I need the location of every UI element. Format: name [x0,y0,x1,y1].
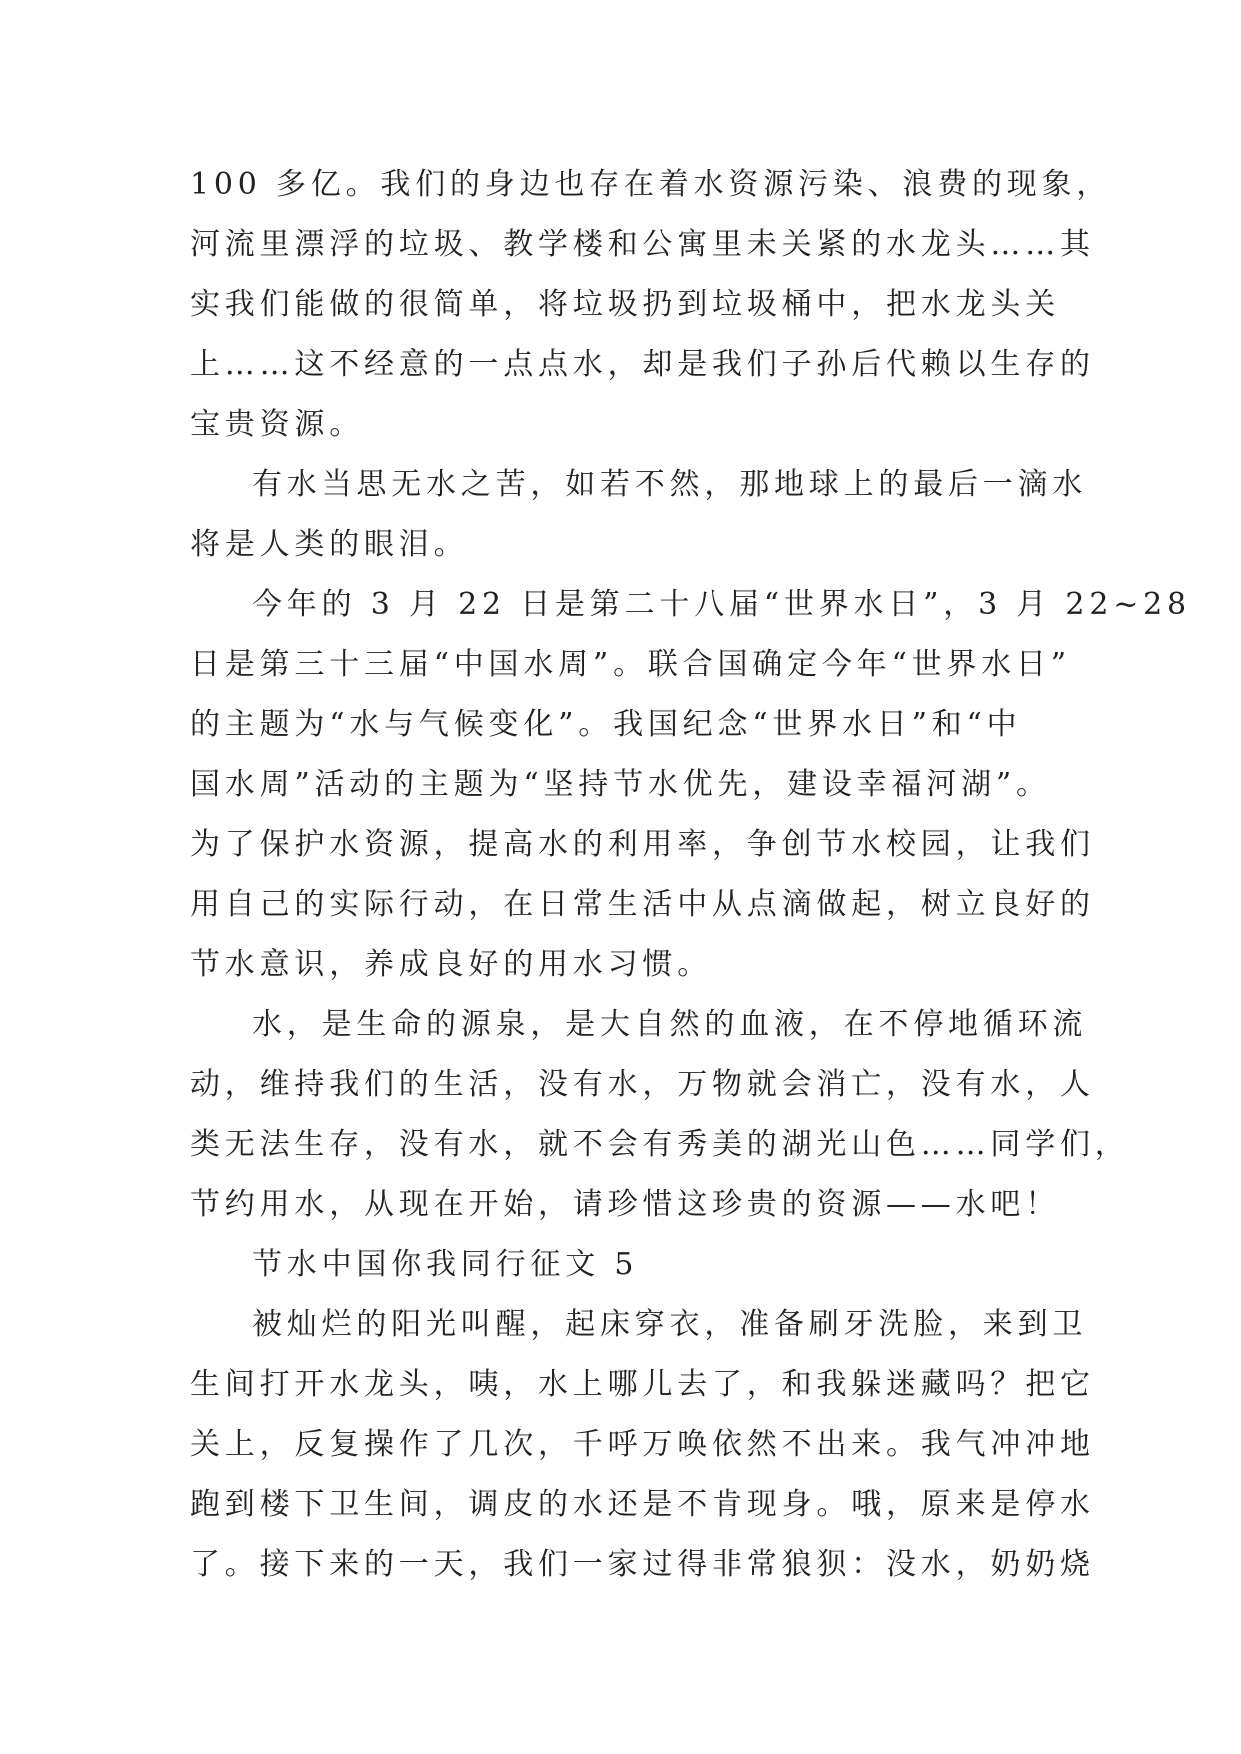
text-line: 跑到楼下卫生间，调皮的水还是不肯现身。哦，原来是停水 [190,1487,1095,1522]
text-line: 的主题为“水与气候变化”。我国纪念“世界水日”和“中 [190,707,1022,742]
text-line: 实我们能做的很简单，将垃圾扔到垃圾桶中，把水龙头关 [190,287,1060,322]
text-line: 宝贵资源。 [190,407,364,442]
text-line: 日是第三十三届“中国水周”。联合国确定今年“世界水日” [190,647,1071,682]
paragraph-start-line: 今年的 3 月 22 日是第二十八届“世界水日”，3 月 22~28 [252,587,1191,622]
text-line: 用自己的实际行动，在日常生活中从点滴做起，树立良好的 [190,887,1095,922]
text-line: 上……这不经意的一点点水，却是我们子孙后代赖以生存的 [190,347,1095,382]
text-line: 了。接下来的一天，我们一家过得非常狼狈：没水，奶奶烧 [190,1547,1095,1582]
paragraph-start-line: 水，是生命的源泉，是大自然的血液，在不停地循环流 [252,1007,1088,1042]
paragraph-start-line: 被灿烂的阳光叫醒，起床穿衣，准备刷牙洗脸，来到卫 [252,1307,1088,1342]
text-line: 节水意识，养成良好的用水习惯。 [190,947,712,982]
text-line: 为了保护水资源，提高水的利用率，争创节水校园，让我们 [190,827,1095,862]
text-line: 动，维持我们的生活，没有水，万物就会消亡，没有水，人 [190,1067,1095,1102]
document-page [190,155,1191,1595]
section-heading: 节水中国你我同行征文 5 [252,1247,639,1282]
paragraph-start-line: 有水当思无水之苦，如若不然，那地球上的最后一滴水 [252,467,1088,502]
text-line: 关上，反复操作了几次，千呼万唤依然不出来。我气冲冲地 [190,1427,1095,1462]
text-line: 节约用水，从现在开始，请珍惜这珍贵的资源——水吧！ [190,1187,1060,1222]
text-line: 100 多亿。我们的身边也存在着水资源污染、浪费的现象， [190,167,1112,202]
text-line: 河流里漂浮的垃圾、教学楼和公寓里未关紧的水龙头……其 [190,227,1095,262]
text-line: 生间打开水龙头，咦，水上哪儿去了，和我躲迷藏吗？把它 [190,1367,1095,1402]
text-line: 国水周”活动的主题为“坚持节水优先，建设幸福河湖”。 [190,767,1051,802]
text-line: 将是人类的眼泪。 [190,527,469,562]
text-line: 类无法生存，没有水，就不会有秀美的湖光山色……同学们， [190,1127,1130,1162]
